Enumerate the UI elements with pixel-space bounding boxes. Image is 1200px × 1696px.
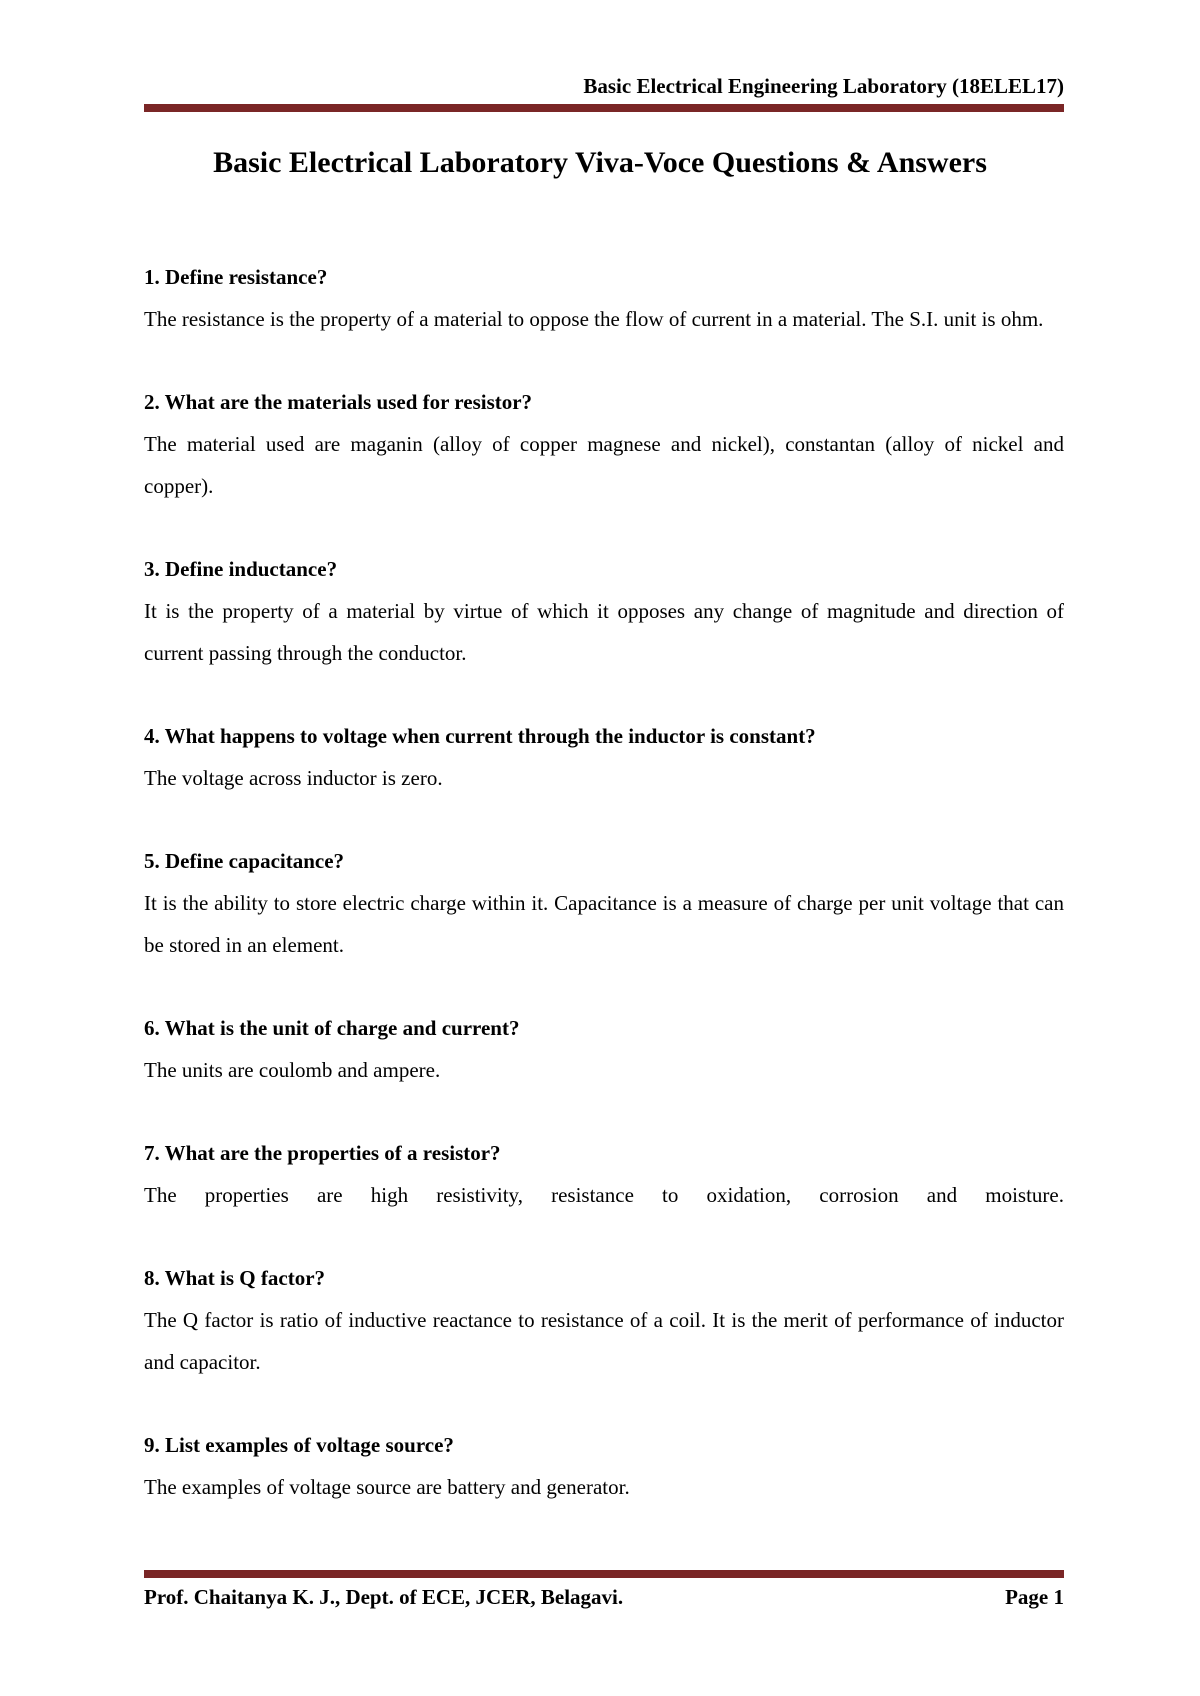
header-rule — [144, 104, 1064, 112]
page-number: Page 1 — [1005, 1585, 1064, 1609]
question: 7. What are the properties of a resistor? — [144, 1141, 501, 1165]
question: 8. What is Q factor? — [144, 1266, 326, 1290]
question: 5. Define capacitance? — [144, 849, 345, 873]
question: 9. List examples of voltage source? — [144, 1433, 454, 1457]
running-header: Basic Electrical Engineering Laboratory (18ELEL17) — [583, 74, 1064, 98]
qa-item-6 — [144, 1007, 1064, 1091]
qa-item-5 — [144, 840, 1064, 966]
answer: It is the ability to store electric charge within it. Capacitance is a measure of charge per unit voltage that can be stored in an element. — [144, 891, 1064, 957]
answer: The voltage across inductor is zero. — [144, 766, 443, 790]
footer-rule — [144, 1570, 1064, 1578]
footer-author: Prof. Chaitanya K. J., Dept. of ECE, JCER, Belagavi. — [144, 1585, 624, 1609]
answer: The material used are maganin (alloy of copper magnese and nickel), constantan (alloy of nickel and copper). — [144, 432, 1064, 498]
answer: The Q factor is ratio of inductive reactance to resistance of a coil. It is the merit of performance of inductor and capacitor. — [144, 1308, 1064, 1374]
qa-item-7 — [144, 1132, 1064, 1216]
answer: It is the property of a material by virtue of which it opposes any change of magnitude and direction of current passing through the conductor. — [144, 599, 1064, 665]
qa-item-4 — [144, 715, 1064, 799]
answer: The resistance is the property of a material to oppose the flow of current in a material. The S.I. unit is ohm. — [144, 307, 1044, 331]
question: 2. What are the materials used for resistor? — [144, 390, 533, 414]
qa-item-1 — [144, 256, 1064, 340]
qa-item-3 — [144, 548, 1064, 674]
qa-item-8 — [144, 1257, 1064, 1383]
question: 4. What happens to voltage when current through the inductor is constant? — [144, 724, 816, 748]
answer: The units are coulomb and ampere. — [144, 1058, 441, 1082]
question: 1. Define resistance? — [144, 265, 328, 289]
question: 3. Define inductance? — [144, 557, 338, 581]
qa-item-2 — [144, 381, 1064, 507]
question: 6. What is the unit of charge and current? — [144, 1016, 520, 1040]
qa-item-9 — [144, 1424, 1064, 1508]
document-title: Basic Electrical Laboratory Viva-Voce Questions & Answers — [213, 146, 987, 179]
answer: The properties are high resistivity, resistance to oxidation, corrosion and moisture. — [144, 1183, 1064, 1207]
answer: The examples of voltage source are battery and generator. — [144, 1475, 630, 1499]
qa-list — [144, 256, 1064, 1549]
